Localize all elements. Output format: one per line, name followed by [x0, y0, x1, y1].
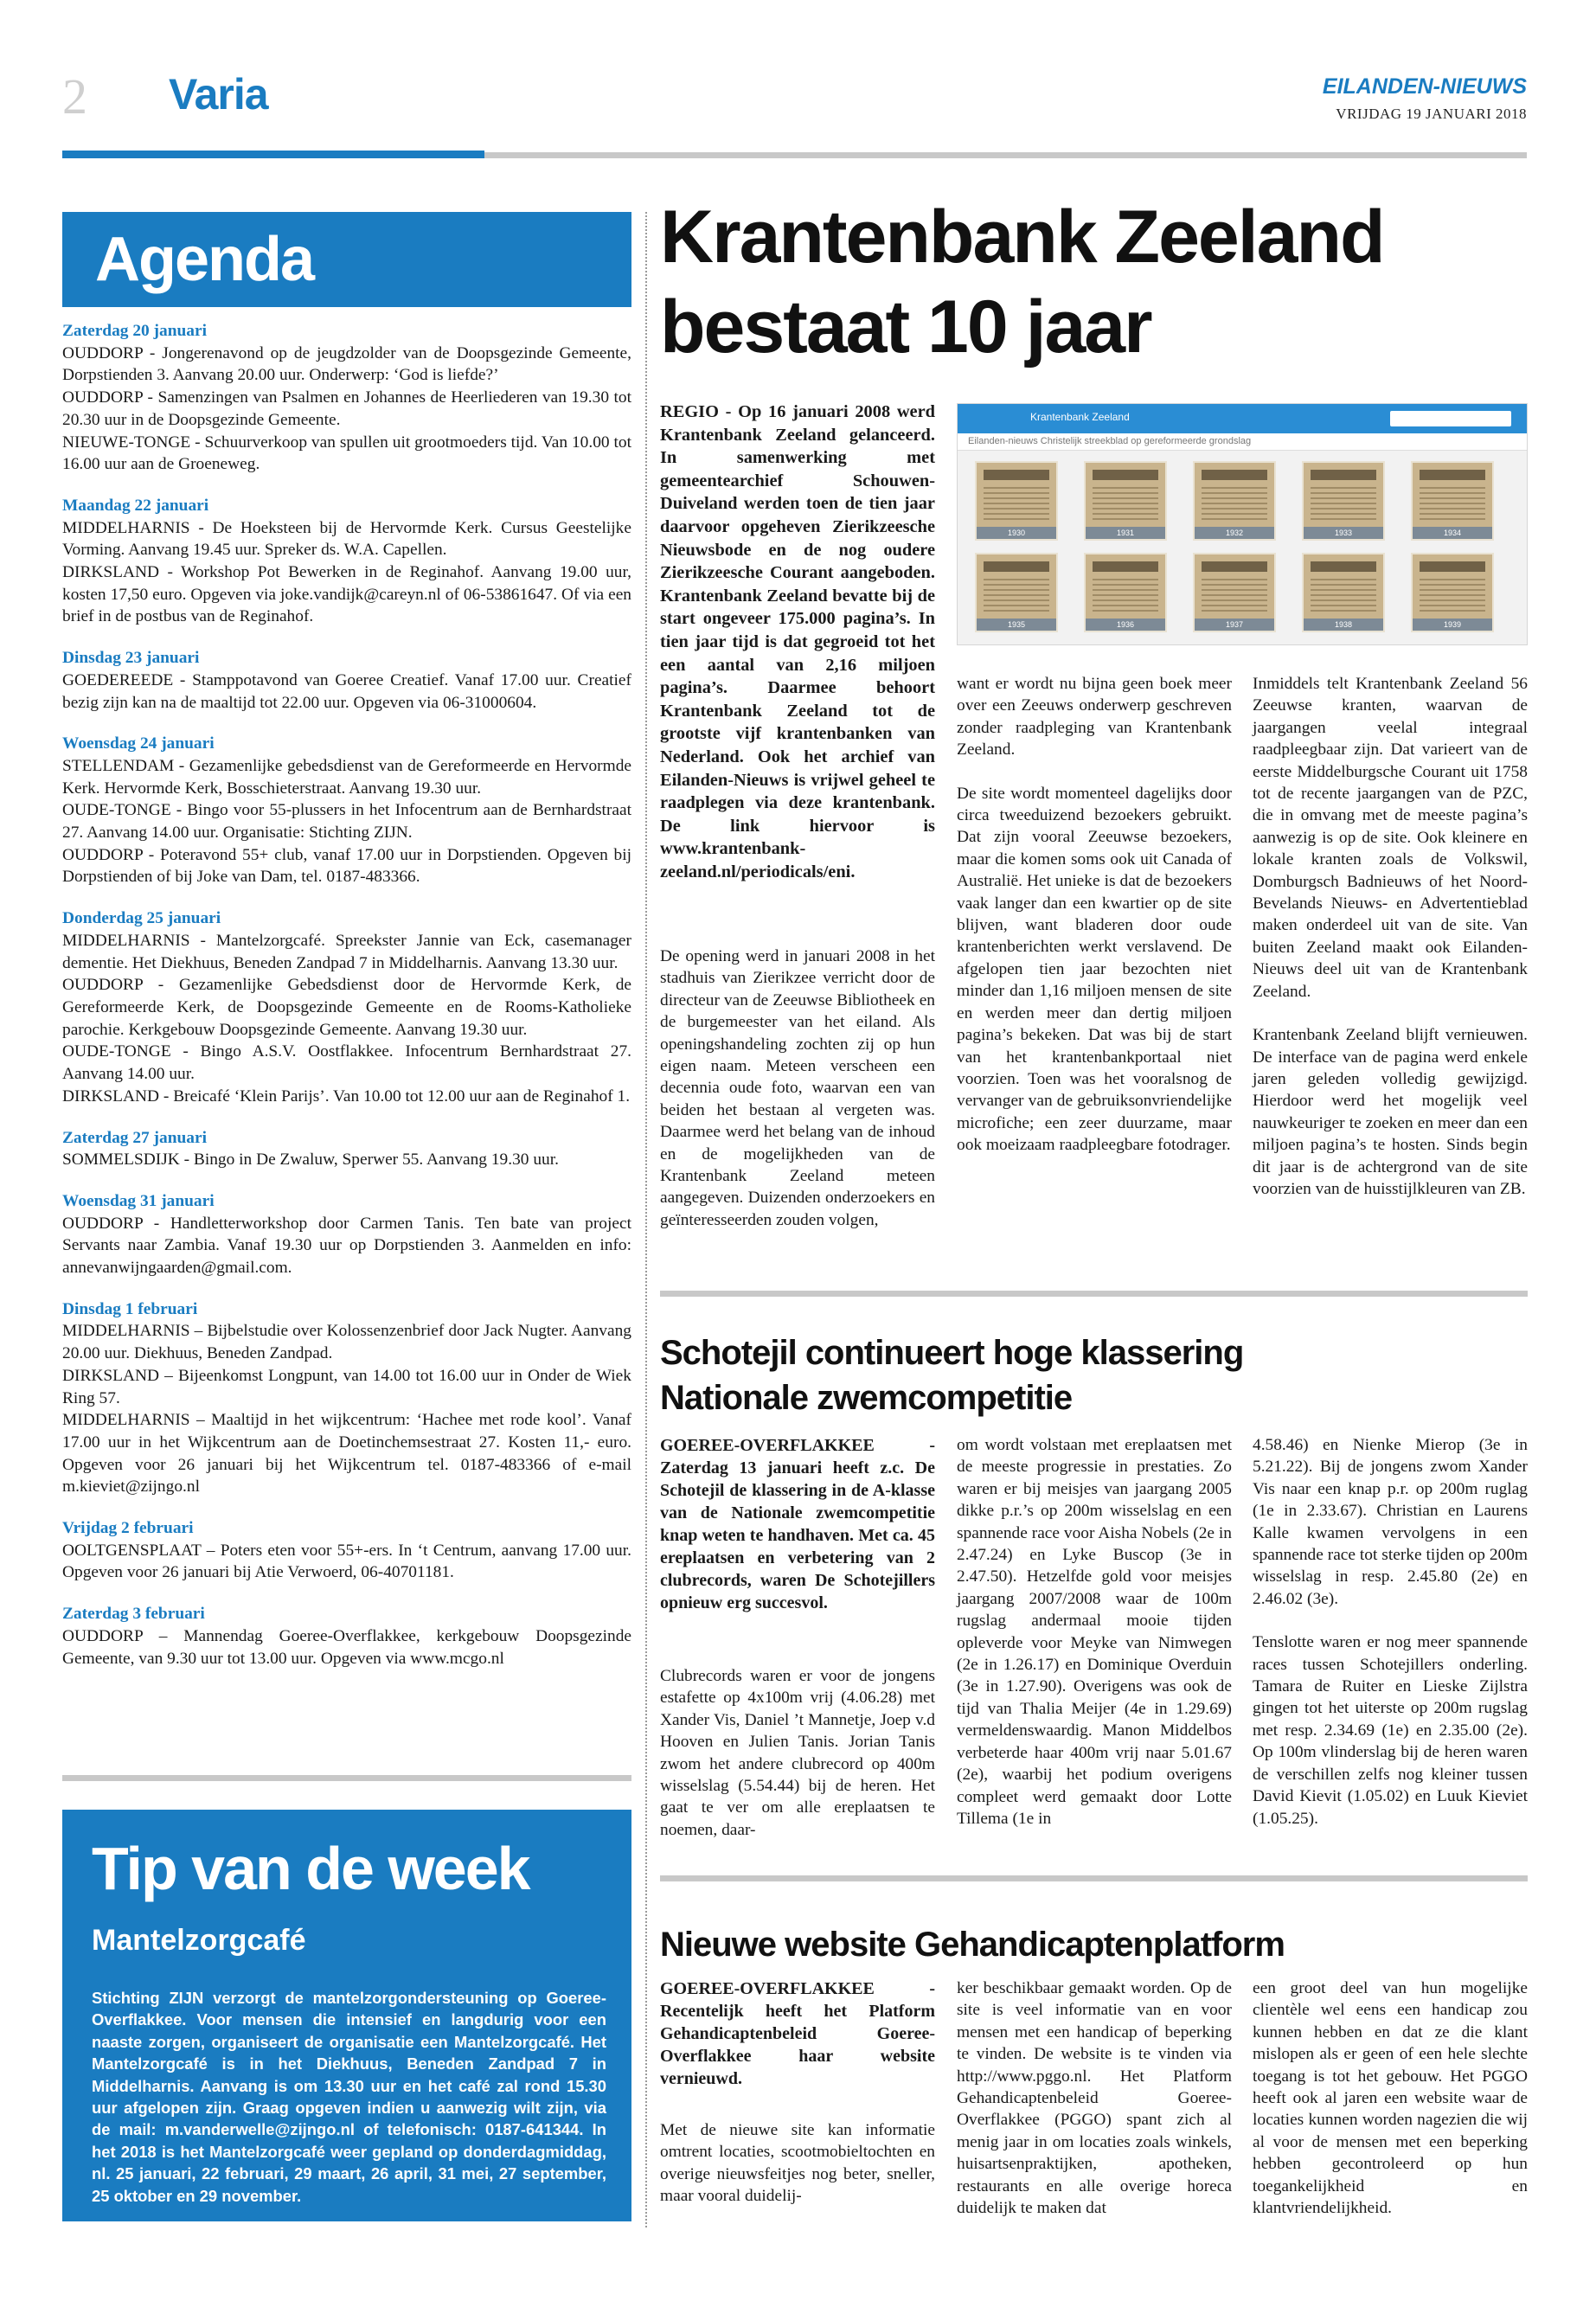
agenda-list	[62, 320, 631, 1670]
thumbnail-caption: 1937	[1195, 619, 1274, 631]
thumbnail-masthead	[1093, 470, 1158, 480]
screenshot-site-header	[958, 404, 1527, 433]
agenda-item: OUDDORP - Gezamenlijke Gebedsdienst door de Hervormde Kerk, de Gereformeerde Kerk, de Doopsgezinde Gemeente en de Rooms-Katholieke parochie. Kerkgebouw Doopsgezinde Gemeente. Aanvang 19.30 uur.	[62, 976, 631, 1039]
krantenbank-column-1: De opening werd in januari 2008 in het stadhuis van Zierikzee verricht door de directeur van de Zeeuwse Bibliotheek en de burgemeester van het eiland. Als openingshandeling zochten zij op hun eigen naam. Meteen verscheen een decennia oude foto, waarvan een van beiden het bestaan al vergeten was. Daarmee werd het belang van de inhoud en de mogelijkheden van de Krantenbank Zeeland meteen aangegeven. Duizenden onderzoekers en geïnteresseerden zouden volgen,	[660, 947, 935, 1229]
schotejil-lead: GOEREE-OVERFLAKKEE - Zaterdag 13 januari heeft z.c. De Schotejil de klassering in de A-klasse van de Nationale zwemcompetitie knap weten te handhaven. Met ca. 45 ereplaatsen en verbetering van 2 clubrecords, waren De Schotejillers opnieuw erg succesvol.	[660, 1436, 935, 1612]
thumbnail-caption: 1934	[1413, 527, 1492, 539]
krantenbank-headline: Krantenbank Zeeland bestaat 10 jaar	[660, 195, 1384, 369]
krantenbank-col2-para-1: want er wordt nu bijna geen boek meer over een Zeeuws onderwerp geschreven zonder raadpleging van Krantenbank Zeeland.	[957, 675, 1232, 760]
agenda-item: OUDE-TONGE - Bingo voor 55-plussers in het Infocentrum aan de Bernhardstraat 27. Aanvang 14.00 uur. Organisatie: Stichting ZIJN.	[62, 801, 631, 843]
gehandicapten-column-3: een groot deel van hun mogelijke clientèle wel eens een handicap zou kunnen hebben en dat ze die klant mislopen als er geen of een hele slechte toegang is tot het gebouw. Het PGGO heeft ook al jaren een website waar de locaties kunnen worden nagezien die wij al voor de mensen met een beperking hebben gecontroleerd op hun toegankelijkheid en klantvriendelijkheid.	[1253, 1979, 1528, 2218]
newspaper-thumbnail	[1411, 461, 1494, 541]
thumbnail-text-lines	[1093, 579, 1158, 615]
thumbnail-text-lines	[984, 487, 1049, 523]
thumbnail-caption: 1936	[1086, 619, 1165, 631]
thumbnail-masthead	[1202, 470, 1267, 480]
agenda-date: Dinsdag 1 februari	[62, 1299, 198, 1318]
agenda-item: MIDDELHARNIS - Mantelzorgcafé. Spreekster Jannie van Eck, casemanager dementie. Het Diekhuus, Beneden Zandpad 7 in Middelharnis. Aanvang 13.30 uur.	[62, 931, 631, 972]
thumbnail-masthead	[1420, 561, 1485, 572]
issue-date: VRIJDAG 19 JANUARI 2018	[1336, 106, 1527, 122]
tip-of-the-week	[62, 1810, 631, 2221]
thumbnail-masthead	[1311, 470, 1376, 480]
screenshot-site-title: Krantenbank Zeeland	[1030, 411, 1130, 423]
agenda-item: MIDDELHARNIS – Bijbelstudie over Kolossenzenbrief door Jack Nugter. Aanvang 20.00 uur. Diekhuus, Beneden Zandpad.	[62, 1322, 631, 1363]
agenda-item: NIEUWE-TONGE - Schuurverkoop van spullen uit grootmoeders tijd. Van 10.00 tot 16.00 uur aan de Groeneweg.	[62, 433, 631, 474]
agenda-item: DIRKSLAND - Workshop Pot Bewerken in de Reginahof. Aanvang 19.00 uur, kosten 17,50 euro. Opgeven via joke.vandijk@careyn.nl of 06-53861647. Of via een brief in de postbus van de Reginahof.	[62, 563, 631, 626]
agenda-item: OUDDORP - Handletterworkshop door Carmen Tanis. Ten bate van project Servants naar Zambia. Vanaf 19.30 uur op Dorpstienden 3. Aanmelden en info: annevanwijngaarden@gmail.com.	[62, 1214, 631, 1278]
schotejil-headline: Schotejil continueert hoge klassering Nationale zwemcompetitie	[660, 1334, 1244, 1417]
thumbnail-text-lines	[1420, 579, 1485, 615]
gehandicapten-column-2: ker beschikbaar gemaakt worden. Op de site is veel informatie van en voor mensen met een handicap of beperking te vinden. De website is te vinden via http://www.pggo.nl. Het Platform Gehandicaptenbeleid Goeree-Overflakkee (PGGO) spant zich al menig jaar in om locaties zoals winkels, huisartsenpraktijken, apotheken, restaurants en alle overige horeca duidelijk te maken dat	[957, 1979, 1232, 2218]
agenda-date: Dinsdag 23 januari	[62, 649, 200, 668]
agenda-date: Zaterdag 27 januari	[62, 1128, 207, 1147]
header-rule-accent	[62, 151, 484, 158]
thumbnail-masthead	[984, 470, 1049, 480]
krantenbank-website-screenshot	[957, 403, 1528, 645]
agenda-date: Zaterdag 20 januari	[62, 322, 207, 340]
tip-text: Stichting ZIJN verzorgt de mantelzorgondersteuning op Goeree-Overflakkee. Voor mensen die intensief en langdurig voor een naaste zorgen, organiseert de organisatie een Mantelzorgcafé. Het Mantelzorgcafé is in het Diekhuus, Beneden Zandpad 7 in Middelharnis. Aanvang is om 13.30 uur en het café zal rond 15.30 uur afgelopen zijn. Graag opgeven indien u aanwezig wilt zijn, via de mail: m.vanderwelle@zijngo.nl of telefonisch: 0187-641344. In het 2018 is het Mantelzorgcafé weer gepland op donderdagmiddag, nl. 25 januari, 22 februari, 29 maart, 26 april, 31 mei, 27 september, 25 oktober en 29 november.	[92, 1989, 606, 2205]
agenda-date: Woensdag 31 januari	[62, 1191, 215, 1210]
agenda-item: STELLENDAM - Gezamenlijke gebedsdienst van de Gereformeerde en Hervormde Kerk. Hervormde Kerk, Bosschieterstraat. Aanvang 19.30 uur.	[62, 756, 631, 798]
thumbnail-masthead	[984, 561, 1049, 572]
agenda-date: Maandag 22 januari	[62, 496, 209, 515]
agenda-item: OUDE-TONGE - Bingo A.S.V. Oostflakkee. Infocentrum Bernhardstraat 27. Aanvang 14.00 uur.	[62, 1042, 631, 1084]
schotejil-column-3	[1253, 1434, 1528, 1830]
newspaper-thumbnail	[975, 461, 1058, 541]
thumbnail-caption: 1935	[977, 619, 1056, 631]
thumbnail-caption: 1939	[1413, 619, 1492, 631]
agenda-date: Zaterdag 3 februari	[62, 1605, 205, 1624]
agenda-item: OUDDORP – Mannendag Goeree-Overflakkee, kerkgebouw Doopsgezinde Gemeente, van 9.30 uur tot 13.00 uur. Opgeven via www.mcgo.nl	[62, 1626, 631, 1668]
krantenbank-col3-para-2: Krantenbank Zeeland blijft vernieuwen. De interface van de pagina werd enkele jaren geleden volledig gewijzigd. Hierdoor werd het mogelijk veel nauwkeuriger te zoeken en meer dan een miljoen pagina’s te hosten. Sinds begin dit jaar is de achtergrond van de site voorzien van de huisstijlkleuren van ZB.	[1253, 1026, 1528, 1198]
schotejil-col3-para-1: 4.58.46) en Nienke Mierop (3e in 5.21.22). Bij de jongens zwom Xander Vis naar een knap p.r. op 200m ruglag (1e in 2.33.67). Christian en Laurens Kalle kwamen vervolgens in een spannende race tot sterke tijden op 200m wisselslag in resp. 2.45.80 (2e) en 2.46.02 (3e).	[1253, 1436, 1528, 1608]
schotejil-col3-para-2: Tenslotte waren er nog meer spannende races tussen Schotejillers onderling. Tamara de Ruiter en Lieske Zijlstra gingen tot het uiterste op 200m rugslag met resp. 2.34.69 (1e) en 2.35.00 (2e). Op 100m vlinderslag bij de heren waren de verschillen zelfs nog kleiner tussen David Kievit (1.05.02) en Luuk Kieviet (1.05.25).	[1253, 1633, 1528, 1828]
section-title: Varia	[169, 70, 268, 119]
agenda-title: Agenda	[95, 225, 314, 294]
screenshot-tagline: Eilanden-nieuws Christelijk streekblad op gereformeerde grondslag	[968, 436, 1252, 446]
gehandicapten-headline: Nieuwe website Gehandicaptenplatform	[660, 1926, 1285, 1964]
agenda-date: Woensdag 24 januari	[62, 734, 215, 753]
newspaper-thumbnail	[1302, 553, 1385, 632]
agenda-header	[62, 212, 631, 307]
agenda-item: OOLTGENSPLAAT – Poters eten voor 55+-ers. In ‘t Centrum, aanvang 17.00 uur. Opgeven voor 26 januari bij Atie Verwoerd, 06-40701181.	[62, 1541, 631, 1582]
newspaper-thumbnail	[1411, 553, 1494, 632]
screenshot-search-box	[1390, 411, 1511, 426]
krantenbank-col2-para-2: De site wordt momenteel dagelijks door circa tweeduizend bezoekers gebruikt. Dat zijn vooral Zeeuwse bezoekers, maar die komen soms ook uit Canada of Australië. Het unieke is dat de bezoekers vaak langer dan een kwartier op de site blijven, want bladeren door oude krantenberichten werkt verslavend. De afgelopen tien jaar bezochten niet minder dan 1,16 miljoen mensen de site en werden meer dan dertig miljoen pagina’s bekeken. Dat was bij de start van het krantenbankportaal niet voorzien. Toen was het vooralsnog de vervanger van de gebruiksonvriendelijke microfiche; een zeer duurzame, maar ook moeizaam raadpleegbare fotodrager.	[957, 784, 1232, 1155]
screenshot-subbar	[958, 433, 1527, 451]
krantenbank-column-3	[1253, 673, 1528, 1200]
thumbnail-masthead	[1311, 561, 1376, 572]
newspaper-thumbnail	[1302, 461, 1385, 541]
agenda-item: OUDDORP - Samenzingen van Psalmen en Johannes de Heerliederen van 19.30 tot 20.30 uur in de Doopsgezinde Gemeente.	[62, 388, 631, 429]
agenda-item: SOMMELSDIJK - Bingo in De Zwaluw, Sperwer 55. Aanvang 19.30 uur.	[62, 1150, 559, 1170]
agenda-item: DIRKSLAND - Breicafé ‘Klein Parijs’. Van 10.00 tot 12.00 uur aan de Reginahof 1.	[62, 1086, 631, 1106]
newspaper-thumbnail	[975, 553, 1058, 632]
agenda-item: OUDDORP - Poteravond 55+ club, vanaf 17.00 uur in Dorpstienden. Opgeven bij Dorpstienden of bij Joke van Dam, tel. 0187-483366.	[62, 845, 631, 887]
newspaper-thumbnail	[1193, 461, 1276, 541]
agenda-item: MIDDELHARNIS - De Hoeksteen bij de Hervormde Kerk. Cursus Geestelijke Vorming. Aanvang 19.45 uur. Spreker ds. W.A. Capellen.	[62, 518, 631, 560]
agenda-divider	[62, 1775, 631, 1781]
thumbnail-masthead	[1093, 561, 1158, 572]
thumbnail-text-lines	[984, 579, 1049, 615]
thumbnail-caption: 1933	[1304, 527, 1383, 539]
tip-subtitle: Mantelzorgcafé	[92, 1924, 306, 1957]
header-rule	[484, 152, 1527, 158]
thumbnail-text-lines	[1093, 487, 1158, 523]
thumbnail-text-lines	[1311, 579, 1376, 615]
article-divider	[660, 1875, 1528, 1881]
newspaper-thumbnail	[1084, 461, 1167, 541]
agenda-date: Vrijdag 2 februari	[62, 1519, 194, 1538]
gehandicapten-column-1: Met de nieuwe site kan informatie omtrent locaties, scootmobieltochten en overige nieuwsfeitjes nog beter, sneller, maar vooral duidelij-	[660, 2121, 935, 2206]
thumbnail-text-lines	[1420, 487, 1485, 523]
thumbnail-caption: 1931	[1086, 527, 1165, 539]
publication-logo: EILANDEN-NIEUWS	[1322, 74, 1527, 99]
thumbnail-masthead	[1420, 470, 1485, 480]
newspaper-thumbnail	[1084, 553, 1167, 632]
thumbnail-caption: 1938	[1304, 619, 1383, 631]
agenda-item: DIRKSLAND – Bijeenkomst Longpunt, van 14.00 tot 16.00 uur in Onder de Wiek Ring 57.	[62, 1366, 631, 1407]
agenda-item: OUDDORP - Jongerenavond op de jeugdzolder van de Doopsgezinde Gemeente, Dorpstienden 3. Aanvang 20.00 uur. Onderwerp: ‘God is liefde?’	[62, 343, 631, 385]
newspaper-thumbnail	[1193, 553, 1276, 632]
agenda-item: MIDDELHARNIS – Maaltijd in het wijkcentrum: ‘Hachee met rode kool’. Vanaf 17.00 uur in het Wijkcentrum aan de Doetinchemsestraat 27. Kosten 11,- euro. Opgeven voor 26 januari bij het Wijkcentrum tel. 0187-483366 of e-mail m.kieviet@zijngo.nl	[62, 1411, 631, 1497]
schotejil-column-1: Clubrecords waren er voor de jongens estafette op 4x100m vrij (4.06.28) met Xander Vis, Daniel ’t Mannetje, Joep v.d Hooven en Julien Tanis. Jorian Tanis zwom het andere clubrecord op 400m wisselslag (5.54.44) bij de heren. Het gaat te ver om alle ereplaatsen te noemen, daar-	[660, 1667, 935, 1839]
krantenbank-col3-para-1: Inmiddels telt Krantenbank Zeeland 56 Zeeuwse kranten, waarvan de jaargangen veelal integraal raadpleegbaar zijn. Dat varieert van de eerste Middelburgsche Courant uit 1758 tot de recente jaargangen van de PZC, die in omvang met de meeste pagina’s aanwezig is op de site. Ook kleinere en lokale kranten zoals de Volkswil, Domburgsch Badnieuws of het Noord-Bevelands Nieuws- en Advertentieblad maken onderdeel uit van de site. Van buiten Zeeland maakt ook Eilanden-Nieuws deel uit van de Krantenbank Zeeland.	[1253, 675, 1528, 1001]
thumbnail-text-lines	[1202, 487, 1267, 523]
thumbnail-caption: 1932	[1195, 527, 1274, 539]
gehandicapten-lead: GOEREE-OVERFLAKKEE - Recentelijk heeft het Platform Gehandicaptenbeleid Goeree-Overflakkee haar website vernieuwd.	[660, 1979, 935, 2088]
thumbnail-caption: 1930	[977, 527, 1056, 539]
agenda-item: GOEDEREEDE - Stamppotavond van Goeree Creatief. Vanaf 17.00 uur. Creatief bezig zijn kan na de maaltijd tot 22.00 uur. Opgeven via 06-31000604.	[62, 670, 631, 712]
page-number: 2	[62, 68, 87, 125]
thumbnail-text-lines	[1202, 579, 1267, 615]
schotejil-column-2: om wordt volstaan met ereplaatsen met de meeste progressie in prestaties. Zo waren er bij meisjes van jaargang 2005 dikke p.r.’s op 200m wisselslag en een spannende race voor Aisha Nobels (2e in 2.47.24) en Lyke Buscop (3e in 2.47.50). Hetzelfde gold voor meisjes jaargang 2007/2008 waar de 100m rugslag andermaal mooie tijden opleverde voor Meyke van Nimwegen (2e in 1.26.17) en Dominique Overduin (3e in 1.27.90). Overigens was ook de tijd van Thalia Meijer (4e in 1.29.69) vermeldenswaardig. Manon Middelbos verbeterde haar 400m vrij naar 5.01.67 (2e), waarbij het podium overigens compleet werd gemaakt door Lotte Tillema (1e in	[957, 1436, 1232, 1828]
column-divider	[645, 212, 647, 2227]
thumbnail-masthead	[1202, 561, 1267, 572]
tip-title: Tip van de week	[92, 1835, 529, 1902]
agenda-date: Donderdag 25 januari	[62, 909, 221, 928]
krantenbank-lead: REGIO - Op 16 januari 2008 werd Krantenbank Zeeland gelanceerd. In samenwerking met gemeentearchief Schouwen-Duiveland werden toen de tien jaar daarvoor opgeheven Zierikzeesche Nieuwsbode en de nog oudere Zierikzeesche Courant aangeboden. Krantenbank Zeeland bevatte bij de start ongeveer 175.000 pagina’s. In tien jaar tijd is dat gegroeid tot het een aantal van 2,16 miljoen pagina’s. Daarmee behoort Krantenbank Zeeland tot de grootste vijf krantenbanken van Nederland. Ook het archief van Eilanden-Nieuws is vrijwel geheel te raadplegen via deze krantenbank. De link hiervoor is www.krantenbank-zeeland.nl/periodicals/eni.	[660, 402, 935, 881]
krantenbank-column-2	[957, 673, 1232, 1157]
thumbnail-text-lines	[1311, 487, 1376, 523]
article-divider	[660, 1291, 1528, 1297]
